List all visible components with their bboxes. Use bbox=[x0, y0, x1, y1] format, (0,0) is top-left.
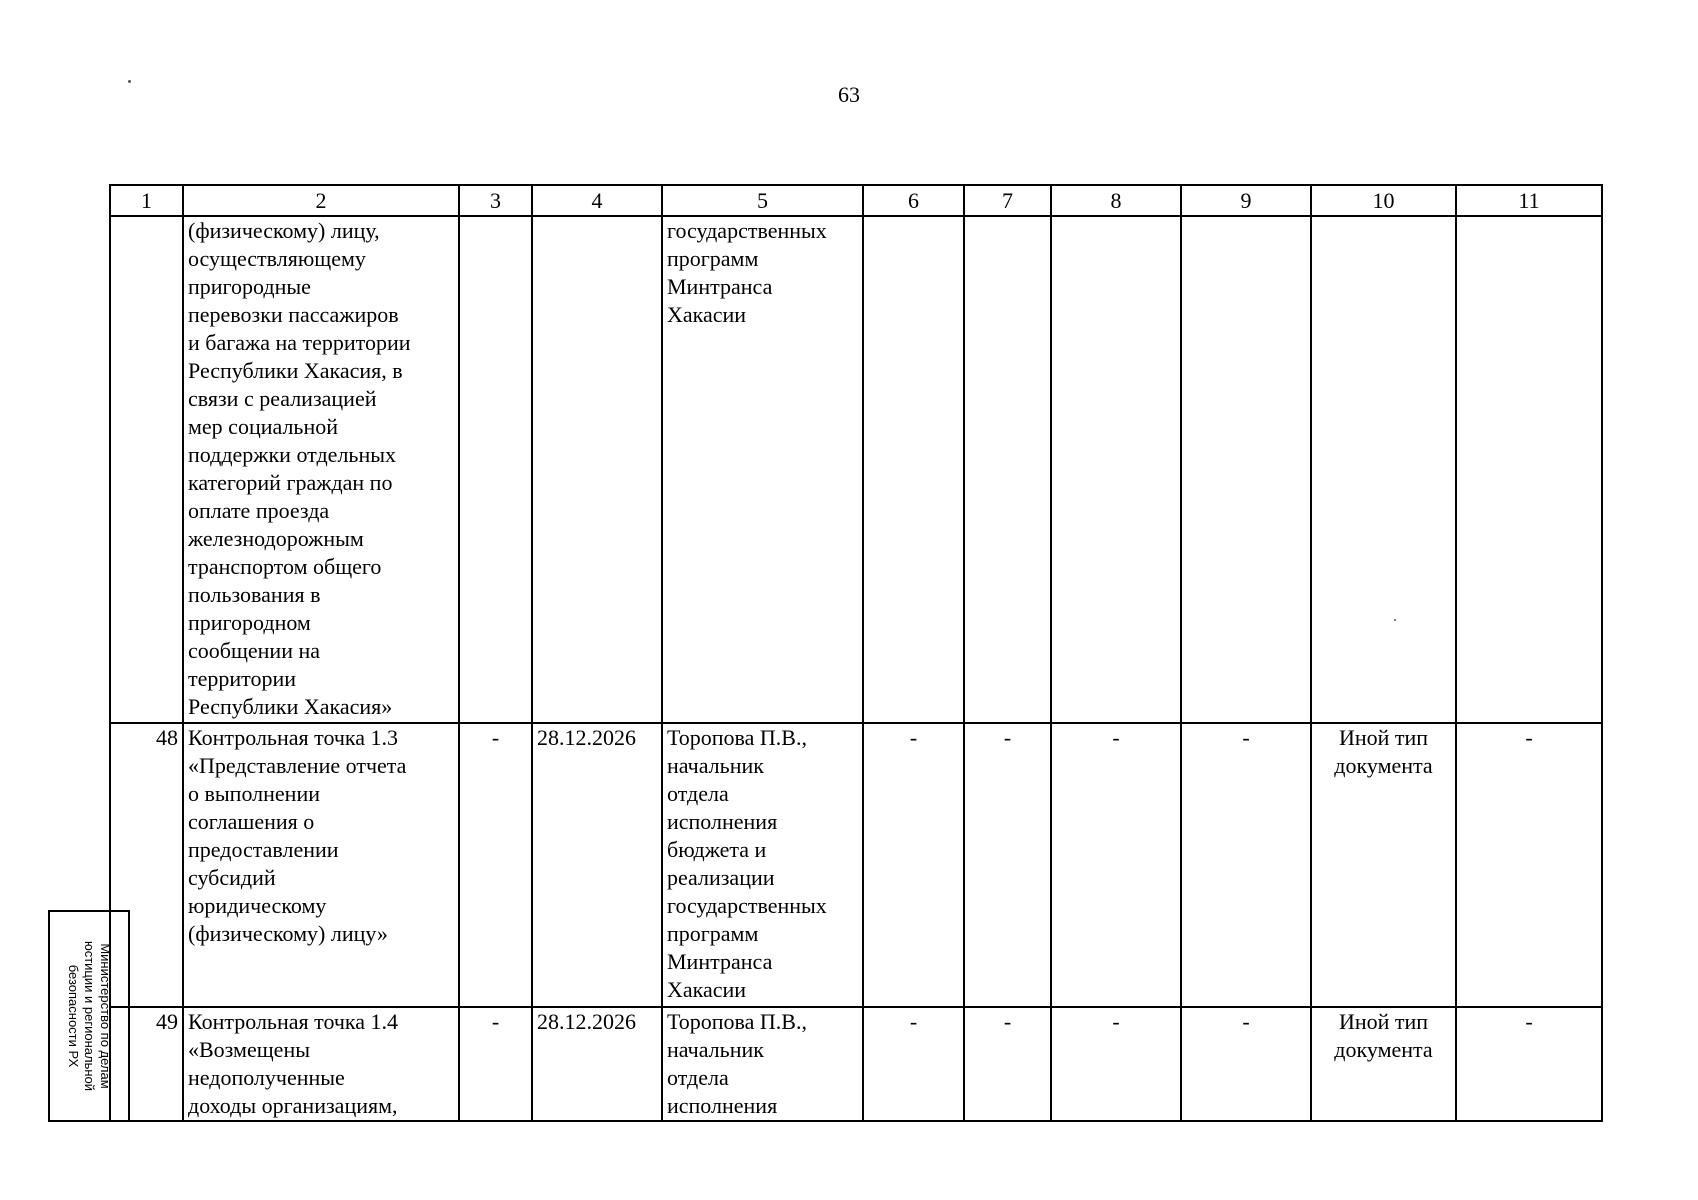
text-line: Минтранса bbox=[667, 949, 773, 974]
cell-col3 bbox=[459, 216, 532, 723]
text-line: государственных bbox=[667, 893, 827, 918]
cell-col7: - bbox=[964, 723, 1051, 1007]
column-header: 8 bbox=[1051, 185, 1181, 216]
text-line: Торопова П.В., bbox=[667, 725, 807, 750]
text-line: Хакасии bbox=[667, 977, 747, 1002]
cell-col11 bbox=[1456, 216, 1602, 723]
text-line: пользования в bbox=[188, 582, 321, 607]
text-line: Хакасии bbox=[667, 302, 747, 327]
text-line: транспортом общего bbox=[188, 554, 382, 579]
text-line: Министерство по делам bbox=[98, 943, 113, 1089]
column-header: 2 bbox=[183, 185, 459, 216]
text-line: мер социальной bbox=[188, 414, 339, 439]
header-row bbox=[110, 185, 1602, 216]
column-header: 6 bbox=[863, 185, 964, 216]
event-name-cell bbox=[183, 723, 459, 1007]
text-line: Контрольная точка 1.3 bbox=[188, 725, 399, 750]
scan-speck bbox=[1394, 619, 1396, 621]
text-line: пригородном bbox=[188, 610, 311, 635]
responsible-cell bbox=[662, 1007, 863, 1121]
text-line: о выполнении bbox=[188, 781, 320, 806]
column-header: 10 bbox=[1311, 185, 1456, 216]
responsible-cell bbox=[662, 216, 863, 723]
text-line: (физическому) лицу, bbox=[188, 218, 380, 243]
text-line: безопасности РХ bbox=[66, 964, 81, 1068]
text-line: юридическому bbox=[188, 893, 327, 918]
table-row bbox=[110, 216, 1602, 723]
column-header: 5 bbox=[662, 185, 863, 216]
cell-col7 bbox=[964, 216, 1051, 723]
text-line: предоставлении bbox=[188, 837, 339, 862]
text-line: исполнения bbox=[667, 1093, 778, 1118]
text-line: оплате проезда bbox=[188, 498, 330, 523]
table-row bbox=[110, 1007, 1602, 1121]
cell-col3: - bbox=[459, 723, 532, 1007]
text-line: Республики Хакасия» bbox=[188, 694, 393, 719]
document-type-cell bbox=[1311, 723, 1456, 1007]
text-line: пригородные bbox=[188, 274, 311, 299]
table-row bbox=[110, 723, 1602, 1007]
text-line: исполнения bbox=[667, 809, 778, 834]
text-line: программ bbox=[667, 246, 759, 271]
row-number bbox=[110, 216, 183, 723]
text-line: бюджета и bbox=[667, 837, 767, 862]
cell-col3: - bbox=[459, 1007, 532, 1121]
cell-col11: - bbox=[1456, 723, 1602, 1007]
cell-col9: - bbox=[1181, 1007, 1311, 1121]
cell-col6: - bbox=[863, 1007, 964, 1121]
text-line: «Возмещены bbox=[188, 1037, 310, 1062]
column-header: 3 bbox=[459, 185, 532, 216]
text-line: связи с реализацией bbox=[188, 386, 377, 411]
cell-col8: - bbox=[1051, 1007, 1181, 1121]
page-number: 63 bbox=[838, 82, 860, 107]
text-line: начальник bbox=[667, 1037, 764, 1062]
text-line: начальник bbox=[667, 753, 764, 778]
text-line: Минтранса bbox=[667, 274, 773, 299]
document-type-cell bbox=[1311, 216, 1456, 723]
plan-table bbox=[109, 184, 1603, 1122]
cell-col8 bbox=[1051, 216, 1181, 723]
text-line: перевозки пассажиров bbox=[188, 302, 399, 327]
text-line: соглашения о bbox=[188, 809, 315, 834]
text-line: Иной тип bbox=[1338, 1009, 1429, 1034]
stamp-text bbox=[65, 916, 113, 1116]
responsible-cell bbox=[662, 723, 863, 1007]
column-header: 11 bbox=[1456, 185, 1602, 216]
scan-speck bbox=[128, 80, 131, 83]
deadline-cell bbox=[532, 216, 662, 723]
column-header: 7 bbox=[964, 185, 1051, 216]
text-line: отдела bbox=[667, 781, 729, 806]
cell-col6: - bbox=[863, 723, 964, 1007]
column-header: 4 bbox=[532, 185, 662, 216]
text-line: отдела bbox=[667, 1065, 729, 1090]
text-line: осуществляющему bbox=[188, 246, 366, 271]
text-line: территории bbox=[188, 666, 297, 691]
text-line: доходы организациям, bbox=[188, 1093, 398, 1118]
row-number: 48 bbox=[110, 723, 183, 1007]
text-line: Республики Хакасия, в bbox=[188, 358, 403, 383]
text-line: поддержки отдельных bbox=[188, 442, 397, 467]
text-line: Иной тип bbox=[1338, 725, 1429, 750]
column-header: 9 bbox=[1181, 185, 1311, 216]
text-line: документа bbox=[1334, 753, 1433, 778]
cell-col11: - bbox=[1456, 1007, 1602, 1121]
cell-col6 bbox=[863, 216, 964, 723]
text-line: (физическому) лицу» bbox=[188, 921, 388, 946]
text-line: программ bbox=[667, 921, 759, 946]
text-line: юстиции и региональной bbox=[82, 940, 97, 1092]
text-line: документа bbox=[1334, 1037, 1433, 1062]
cell-col9 bbox=[1181, 216, 1311, 723]
text-line: железнодорожным bbox=[188, 526, 364, 551]
text-line: «Представление отчета bbox=[188, 753, 407, 778]
event-name-cell bbox=[183, 1007, 459, 1121]
text-line: сообщении на bbox=[188, 638, 321, 663]
text-line: и багажа на территории bbox=[188, 330, 411, 355]
text-line: реализации bbox=[667, 865, 775, 890]
text-line: Контрольная точка 1.4 bbox=[188, 1009, 399, 1034]
text-line: категорий граждан по bbox=[188, 470, 393, 495]
cell-col8: - bbox=[1051, 723, 1181, 1007]
document-type-cell bbox=[1311, 1007, 1456, 1121]
row-number: 49 bbox=[110, 1007, 183, 1121]
text-line: государственных bbox=[667, 218, 827, 243]
cell-col7: - bbox=[964, 1007, 1051, 1121]
deadline-cell: 28.12.2026 bbox=[532, 723, 662, 1007]
ministry-stamp bbox=[48, 910, 130, 1122]
deadline-cell: 28.12.2026 bbox=[532, 1007, 662, 1121]
column-header: 1 bbox=[110, 185, 183, 216]
text-line: недополученные bbox=[188, 1065, 345, 1090]
event-name-cell bbox=[183, 216, 459, 723]
text-line: субсидий bbox=[188, 865, 276, 890]
cell-col9: - bbox=[1181, 723, 1311, 1007]
text-line: Торопова П.В., bbox=[667, 1009, 807, 1034]
